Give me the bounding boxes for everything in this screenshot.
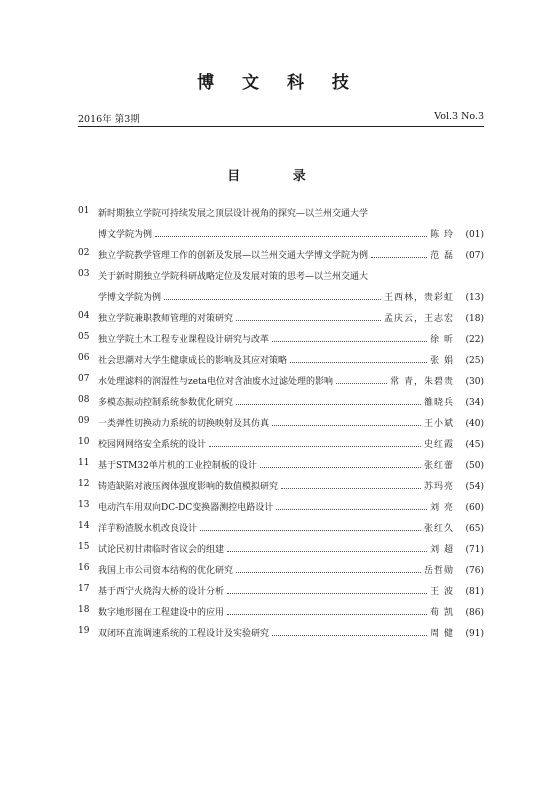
dot-leader [371,250,427,258]
issue-date: 2016年 第3期 [78,114,140,125]
toc-heading: 目 录 [227,169,330,184]
toc-entry-title: 独立学院兼职教师管理的对策研究 [98,314,234,324]
toc-entry [78,351,484,372]
toc-entry [78,267,484,309]
toc-entry-author: 徐 昕 [430,335,454,345]
toc-entry [78,435,484,456]
toc-entry [78,330,484,351]
toc-entry [78,540,484,561]
dot-leader [272,334,427,342]
toc-entry-title: 新时期独立学院可持续发展之顶层设计视角的探究—以兰州交通大学 [98,209,369,219]
toc-entry-page: (91) [465,629,484,639]
toc-entry-author: 常 青，朱碧贵 [390,377,454,387]
toc-entry-author: 王小斌 [423,419,454,429]
toc-entry-page: (25) [465,356,484,366]
toc-entry [78,624,484,645]
toc-entry-title: 洋芋粉渣脱水机改良设计 [98,524,198,534]
toc-entry-number: 02 [78,248,90,258]
dot-leader [164,292,381,300]
toc-entry-title: 博文学院为例 [98,230,153,240]
toc-entry-author: 孟庆云，王志宏 [383,314,454,324]
toc-entry-page: (40) [465,419,484,429]
toc-entry-number: 19 [78,626,90,636]
toc-entry-title: 我国上市公司资本结构的优化研究 [98,566,234,576]
dot-leader [336,376,387,384]
toc-entry-page: (13) [465,293,484,303]
header-rule [78,126,484,127]
dot-leader [227,586,427,594]
toc-entry-page: (81) [465,587,484,597]
toc-entry-number: 14 [78,521,90,531]
dot-leader [236,565,421,573]
toc-entry [78,561,484,582]
toc-entry-title: 学博文学院为例 [98,293,162,303]
toc-entry-author: 岳哲勋 [423,566,454,576]
toc-entry-author: 刘 超 [430,545,454,555]
toc-entry-number: 09 [78,416,90,426]
toc-entry-title: 独立学院教学管理工作的创新及发展—以兰州交通大学博文学院为例 [98,251,369,261]
dot-leader [236,313,381,321]
dot-leader [272,418,421,426]
dot-leader [155,229,427,237]
toc-entry-page: (30) [465,377,484,387]
toc-entry-number: 05 [78,332,90,342]
toc-entry-author: 王西林，贵彩虹 [383,293,454,303]
toc-entry-author: 刘 亮 [430,503,454,513]
toc-entry [78,393,484,414]
toc-entry-title: 双闭环直流调速系统的工程设计及实验研究 [98,629,270,639]
toc-entry-author: 张红久 [423,524,454,534]
dot-leader [227,607,427,615]
toc-entry-author: 苏玛亮 [423,482,454,492]
toc-entry [78,309,484,330]
toc-entry [78,477,484,498]
dot-leader [236,397,421,405]
toc-entry-title: 多模态振动控制系统参数优化研究 [98,398,234,408]
toc-entry [78,246,484,267]
toc-entry-number: 07 [78,374,90,384]
toc-entry-author: 周 健 [430,629,454,639]
volume-number: Vol.3 No.3 [434,111,484,122]
toc-entry-author: 王 波 [430,587,454,597]
toc-entry-number: 08 [78,395,90,405]
toc-entry-number: 15 [78,542,90,552]
dot-leader [260,460,421,468]
toc-entry-author: 雒晓兵 [423,398,454,408]
toc-entry [78,603,484,624]
toc-entry-number: 01 [78,206,90,216]
toc-entry-page: (34) [465,398,484,408]
toc-entry-title: 水处理滤料的润湿性与zeta电位对含油废水过滤处理的影响 [98,377,334,387]
toc-entry-page: (86) [465,608,484,618]
toc-entry-title: 试论民初甘肃临时省议会的组建 [98,545,225,555]
toc-entry-page: (54) [465,482,484,492]
dot-leader [200,523,421,531]
toc-entry-title: 关于新时期独立学院科研战略定位及发展对策的思考—以兰州交通大 [98,272,369,282]
toc-entry [78,372,484,393]
toc-entry-title: 社会思潮对大学生健康成长的影响及其应对策略 [98,356,288,366]
dot-leader [227,544,427,552]
toc-entry [78,204,484,246]
journal-title: 博 文 科 技 [197,73,360,93]
toc-entry [78,582,484,603]
dot-leader [290,355,427,363]
toc-entry-number: 03 [78,269,90,279]
toc-entry [78,456,484,477]
toc-entry-number: 10 [78,437,90,447]
toc-entry-number: 12 [78,479,90,489]
toc-entry-author: 史红霞 [423,440,454,450]
toc-entry-author: 张 娟 [430,356,454,366]
dot-leader [209,439,421,447]
toc-entry-number: 11 [78,458,90,468]
toc-entry-title: 电动汽车用双向DC-DC变换器测控电路设计 [98,503,274,513]
toc-entry-number: 16 [78,563,90,573]
toc-entry-page: (60) [465,503,484,513]
toc-entry-page: (65) [465,524,484,534]
toc-entry-title: 基于STM32单片机的工业控制板的设计 [98,461,257,471]
toc-entry-author: 范 磊 [430,251,454,261]
dot-leader [272,628,427,636]
toc-entry [78,498,484,519]
toc-entry-page: (22) [465,335,484,345]
dot-leader [276,502,427,510]
toc-entry-number: 13 [78,500,90,510]
toc-entry-author: 陈 玲 [430,230,454,240]
toc-entry-page: (45) [465,440,484,450]
toc-entry-title: 铸造缺陷对液压阀体强度影响的数值模拟研究 [98,482,279,492]
toc-entry-page: (18) [465,314,484,324]
toc-entry-title: 校园网网络安全系统的设计 [98,440,207,450]
toc-entry-page: (07) [465,251,484,261]
toc-entry-number: 17 [78,584,90,594]
toc-entry-page: (76) [465,566,484,576]
issue-line [78,111,484,125]
toc-entry [78,519,484,540]
toc-entry-title: 基于西宁火烧沟大桥的设计分析 [98,587,225,597]
toc-entry-page: (71) [465,545,484,555]
dot-leader [281,481,421,489]
toc-entry [78,414,484,435]
toc-entry-title: 独立学院土木工程专业课程设计研究与改革 [98,335,270,345]
toc-entry-number: 18 [78,605,90,615]
toc-entry-number: 06 [78,353,90,363]
toc-entry-title: 数字地形图在工程建设中的应用 [98,608,225,618]
toc-entry-title: 一类弹性切换动力系统的切换映射及其仿真 [98,419,270,429]
toc-entry-page: (50) [465,461,484,471]
toc-entry-author: 荀 凯 [430,608,454,618]
toc-entry-author: 张红蕾 [423,461,454,471]
toc-entry-page: (01) [465,230,484,240]
table-of-contents [78,204,484,645]
toc-entry-number: 04 [78,311,90,321]
